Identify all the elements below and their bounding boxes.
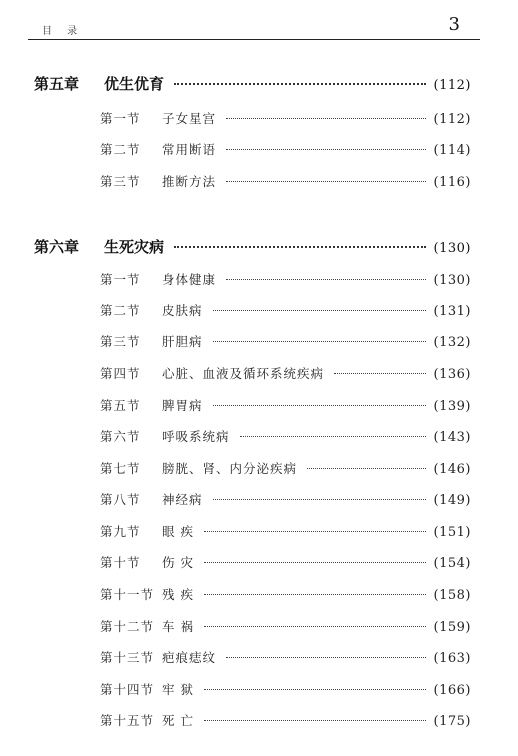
chapter-page: (130) (433, 241, 471, 256)
section-number: 第一节 (100, 111, 141, 126)
section-title: 常用断语 (162, 142, 217, 157)
section-title: 神经病 (162, 492, 203, 507)
leader-dots (226, 118, 426, 119)
toc-section-6-13[interactable] (100, 648, 471, 666)
leader-dots (204, 594, 426, 595)
toc-section-6-12[interactable] (100, 617, 471, 635)
section-number: 第六节 (100, 429, 141, 444)
leader-dots (334, 373, 426, 374)
leader-dots (213, 499, 426, 500)
leader-dots (226, 149, 426, 150)
leader-dots (226, 657, 426, 658)
leader-dots (213, 405, 426, 406)
section-number: 第十一节 (100, 587, 155, 602)
toc-section-6-15[interactable] (100, 711, 471, 729)
running-header-title: 目 录 (42, 26, 84, 37)
leader-dots (174, 83, 426, 85)
section-page: (112) (433, 112, 471, 127)
toc-section-6-6[interactable] (100, 427, 471, 445)
section-page: (132) (433, 335, 471, 350)
leader-dots (204, 626, 426, 627)
section-title: 膀胱、肾、内分泌疾病 (162, 461, 298, 476)
section-title: 推断方法 (162, 174, 217, 189)
leader-dots (226, 181, 426, 182)
section-title: 脾胃病 (162, 398, 203, 413)
section-number: 第十节 (100, 555, 141, 570)
leader-dots (226, 279, 426, 280)
toc-chapter-5[interactable] (34, 73, 471, 94)
section-title: 车 祸 (162, 619, 194, 634)
section-title: 子女星宫 (162, 111, 217, 126)
chapter-number: 第六章 (34, 238, 80, 256)
section-title: 呼吸系统病 (162, 429, 230, 444)
section-page: (114) (433, 143, 471, 158)
toc-section-6-2[interactable] (100, 301, 471, 319)
toc-section-6-11[interactable] (100, 585, 471, 603)
section-page: (136) (433, 367, 471, 382)
section-page: (159) (433, 620, 471, 635)
toc-section-6-7[interactable] (100, 459, 471, 477)
toc-section-6-14[interactable] (100, 680, 471, 698)
section-page: (139) (433, 399, 471, 414)
toc-section-6-3[interactable] (100, 332, 471, 350)
toc-section-5-2[interactable] (100, 140, 471, 158)
toc-section-6-8[interactable] (100, 490, 471, 508)
leader-dots (204, 562, 426, 563)
section-page: (143) (433, 430, 471, 445)
section-title: 肝胆病 (162, 334, 203, 349)
leader-dots (307, 468, 426, 469)
section-number: 第一节 (100, 272, 141, 287)
toc-section-6-4[interactable] (100, 364, 471, 382)
section-number: 第四节 (100, 366, 141, 381)
section-page: (149) (433, 493, 471, 508)
section-number: 第七节 (100, 461, 141, 476)
section-title: 眼 疾 (162, 524, 194, 539)
section-number: 第十二节 (100, 619, 155, 634)
page-number: 3 (448, 14, 460, 35)
leader-dots (240, 436, 426, 437)
section-page: (130) (433, 273, 471, 288)
section-page: (154) (433, 556, 471, 571)
section-page: (146) (433, 462, 471, 477)
section-title: 心脏、血液及循环系统疾病 (162, 366, 325, 381)
section-page: (116) (433, 175, 471, 190)
section-page: (131) (433, 304, 471, 319)
toc-section-6-10[interactable] (100, 553, 471, 571)
section-title: 身体健康 (162, 272, 217, 287)
section-title: 残 疾 (162, 587, 194, 602)
section-title: 死 亡 (162, 713, 194, 728)
section-number: 第十五节 (100, 713, 155, 728)
toc-section-5-3[interactable] (100, 172, 471, 190)
chapter-title: 生死灾病 (104, 238, 165, 256)
leader-dots (213, 341, 426, 342)
chapter-page: (112) (433, 78, 471, 93)
section-number: 第三节 (100, 334, 141, 349)
leader-dots (204, 720, 426, 721)
leader-dots (174, 246, 426, 248)
section-number: 第五节 (100, 398, 141, 413)
section-number: 第八节 (100, 492, 141, 507)
leader-dots (204, 689, 426, 690)
leader-dots (213, 310, 426, 311)
section-title: 疤痕痣纹 (162, 650, 217, 665)
section-number: 第二节 (100, 142, 141, 157)
toc-section-6-1[interactable] (100, 270, 471, 288)
leader-dots (204, 531, 426, 532)
section-number: 第三节 (100, 174, 141, 189)
section-title: 伤 灾 (162, 555, 194, 570)
chapter-number: 第五章 (34, 75, 80, 93)
toc-section-5-1[interactable] (100, 109, 471, 127)
section-title: 牢 狱 (162, 682, 194, 697)
section-page: (163) (433, 651, 471, 666)
chapter-title: 优生优育 (104, 75, 165, 93)
section-number: 第九节 (100, 524, 141, 539)
section-page: (158) (433, 588, 471, 603)
toc-chapter-6[interactable] (34, 236, 471, 257)
section-page: (166) (433, 683, 471, 698)
section-page: (151) (433, 525, 471, 540)
section-number: 第十三节 (100, 650, 155, 665)
section-number: 第十四节 (100, 682, 155, 697)
section-title: 皮肤病 (162, 303, 203, 318)
section-page: (175) (433, 714, 471, 729)
toc-section-6-5[interactable] (100, 396, 471, 414)
section-number: 第二节 (100, 303, 141, 318)
toc-section-6-9[interactable] (100, 522, 471, 540)
